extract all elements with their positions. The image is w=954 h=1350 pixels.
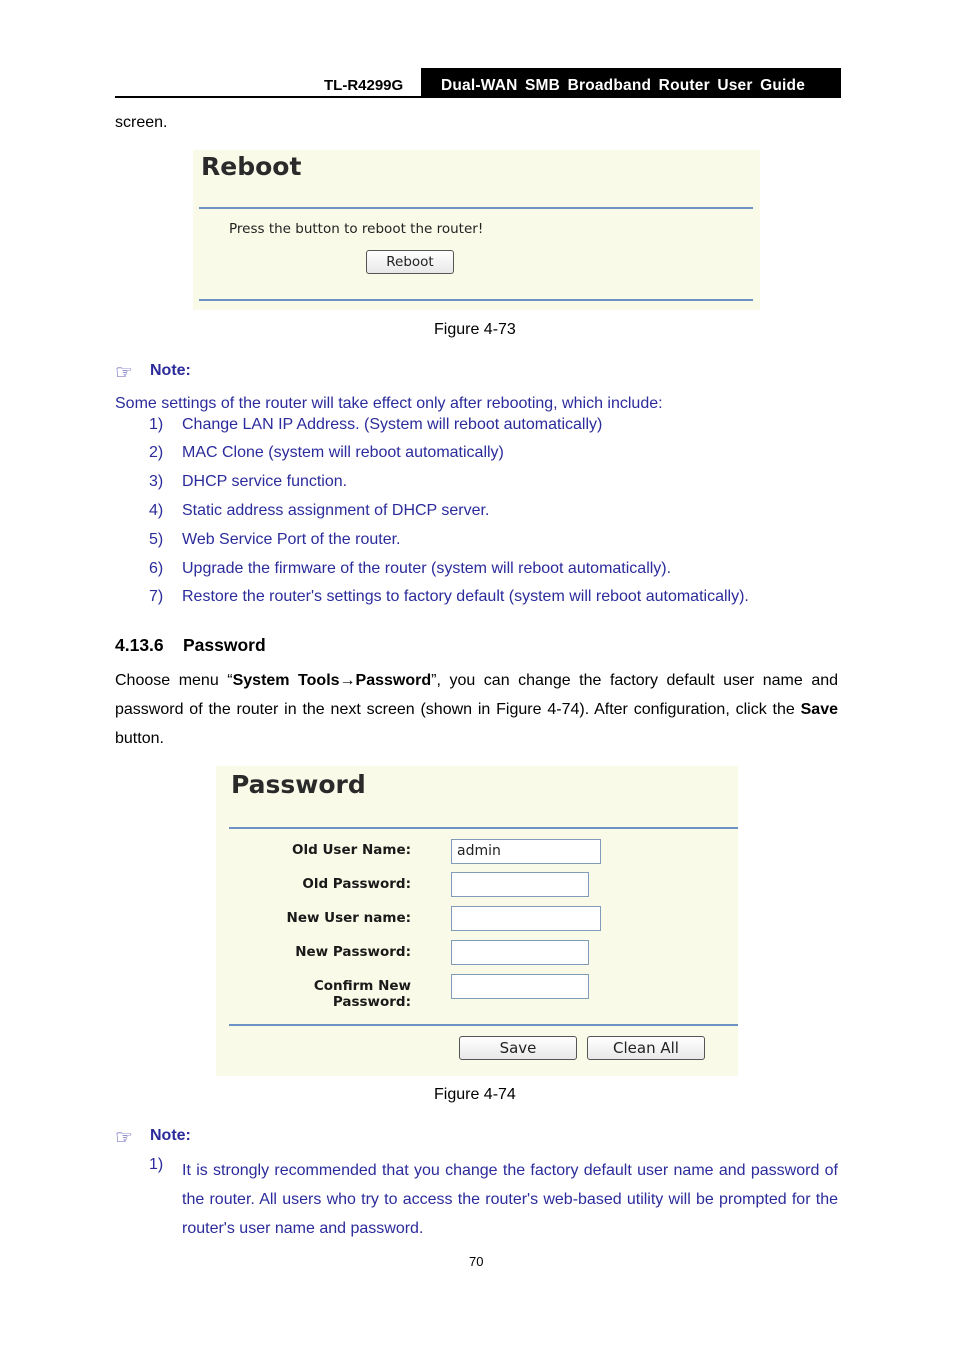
save-button[interactable]: Save [459, 1036, 577, 1060]
section-paragraph [115, 666, 838, 753]
list-item-text: Restore the router's settings to factory default (system will reboot automatically). [182, 588, 749, 605]
section-number: 4.13.6 [115, 635, 164, 655]
password-panel [216, 766, 738, 1076]
header-rule [115, 96, 841, 98]
confirm-new-password-field[interactable] [451, 974, 589, 999]
list-item-number: 2) [149, 444, 164, 461]
old-password-field[interactable] [451, 872, 589, 897]
old-user-name-field[interactable]: admin [451, 839, 601, 864]
para-end: button. [115, 730, 164, 747]
save-word: Save [800, 701, 838, 718]
list-item-number: 3) [149, 473, 164, 490]
menu-path-system-tools: System Tools [232, 672, 340, 689]
note-label: Note: [150, 362, 191, 379]
confirm-new-password-label: Confirm New Password: [313, 978, 411, 1010]
new-password-field[interactable] [451, 940, 589, 965]
new-user-name-field[interactable] [451, 906, 601, 931]
new-password-label: New Password: [295, 944, 411, 960]
reboot-panel-top-rule [199, 207, 753, 209]
figure-caption: Figure 4-73 [434, 321, 516, 338]
list-item-text: Web Service Port of the router. [182, 531, 401, 548]
note-intro: Some settings of the router will take effect only after rebooting, which include: [115, 395, 663, 412]
note-label: Note: [150, 1127, 191, 1144]
list-item-text: Change LAN IP Address. (System will reboot automatically) [182, 416, 603, 433]
pointing-hand-icon: ☞ [115, 362, 133, 384]
menu-path-password: Password [355, 672, 432, 689]
header-guide-title: Dual-WAN SMB Broadband Router User Guide [441, 77, 806, 94]
password-panel-title: Password [231, 770, 366, 799]
list-item-number: 5) [149, 531, 164, 548]
para-pre: Choose menu “ [115, 672, 233, 689]
pointing-hand-icon: ☞ [115, 1127, 133, 1149]
reboot-panel [193, 150, 760, 310]
list-item-text: Static address assignment of DHCP server. [182, 502, 490, 519]
list-item-number: 1) [149, 416, 164, 433]
section-title: Password [183, 635, 266, 655]
list-item-number: 1) [149, 1156, 164, 1173]
list-item-text: It is strongly recommended that you change the factory default user name and password of the router. All users who try to access the router's web-based utility will be prompted for the router's user name and password. [182, 1162, 838, 1237]
figure-caption: Figure 4-74 [434, 1086, 516, 1103]
password-panel-top-rule [229, 827, 738, 829]
list-item-number: 6) [149, 560, 164, 577]
intro-fragment: screen. [115, 114, 168, 131]
new-user-name-label: New User name: [286, 910, 411, 926]
old-user-name-label: Old User Name: [291, 842, 411, 858]
list-item-text: MAC Clone (system will reboot automatically) [182, 444, 504, 461]
old-password-label: Old Password: [302, 876, 411, 892]
list-item-number: 4) [149, 502, 164, 519]
menu-arrow: → [339, 672, 356, 689]
reboot-message: Press the button to reboot the router! [229, 221, 484, 237]
list-item-text: DHCP service function. [182, 473, 348, 490]
password-panel-bottom-rule [229, 1024, 738, 1026]
reboot-button[interactable]: Reboot [366, 250, 454, 274]
list-item-number: 7) [149, 588, 164, 605]
header-model: TL-R4299G [324, 77, 404, 94]
page-number: 70 [469, 1254, 484, 1269]
para-mid: ”, you can change the factory default user name and password of the router in the next screen (shown in Figure 4-74). After configuration, click the [115, 672, 839, 718]
reboot-panel-bottom-rule [199, 299, 753, 301]
clean-all-button[interactable]: Clean All [587, 1036, 705, 1060]
reboot-panel-title: Reboot [201, 152, 302, 181]
list-item-text: Upgrade the firmware of the router (system will reboot automatically). [182, 560, 672, 577]
